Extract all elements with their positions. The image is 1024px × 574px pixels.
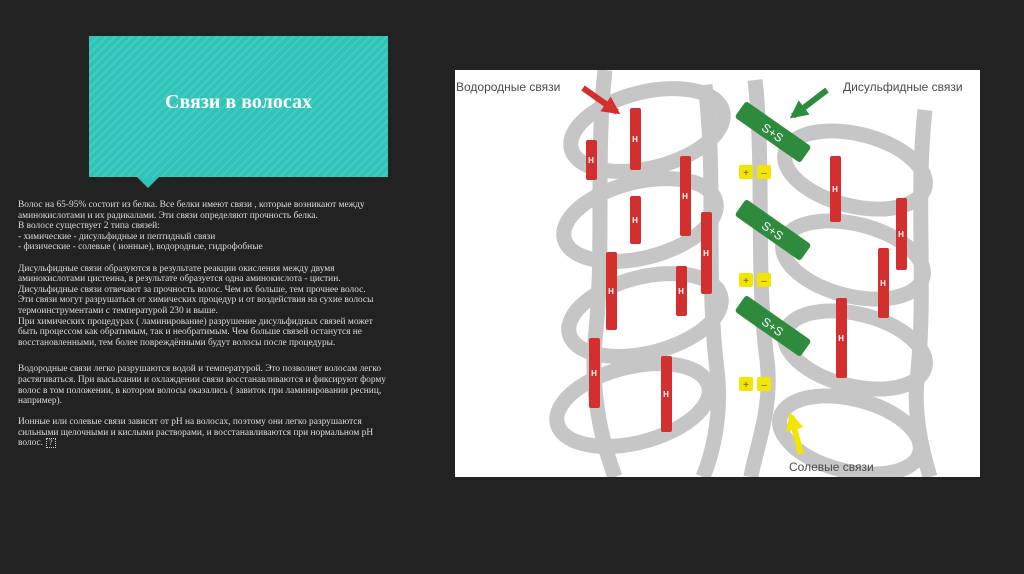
paragraph-line: например). [18, 396, 63, 407]
hydrogen-symbol: H [591, 369, 597, 378]
hydrogen-symbol: H [608, 287, 614, 296]
disulfide-arrow [790, 90, 827, 118]
paragraph-line [18, 438, 443, 449]
paragraph-line: сильными щелочными и кислыми растворами, и восстанавливаются при нормальном рН [18, 427, 374, 438]
paragraph-line: - химические - дисульфидные и пептидный связи [18, 231, 216, 242]
hydrogen-bonds-label: Водородные связи [456, 80, 561, 94]
paragraph-line: Дисульфидные связи отвечают за прочность волос. Чем их больше, тем прочнее волос. [18, 284, 366, 295]
disulfide-symbol: S+S [758, 120, 786, 146]
paragraph-line: В волосе существует 2 типа связей: [18, 221, 160, 232]
body-text [18, 200, 443, 449]
hair-bonds-diagram [455, 70, 980, 477]
paragraph-line: восстановленными, тем более повреждёнными будут волосы после процедуры. [18, 337, 336, 348]
paragraph-line: термоинструментами с температурой 230 и выше. [18, 305, 218, 316]
paragraph-line: Дисульфидные связи образуются в результате реакции окисления между двумя [18, 263, 335, 274]
hydrogen-symbol: H [898, 230, 904, 239]
salt-bonds-label: Солевые связи [789, 460, 874, 474]
disulfide-symbol: S+S [758, 314, 786, 340]
minus-sign: – [761, 276, 767, 287]
hydrogen-symbol: H [678, 287, 684, 296]
hydrogen-symbol: H [832, 185, 838, 194]
paragraph-line: - физические - солевые ( ионные), водородные, гидрофобные [18, 242, 263, 253]
disulfide-bonds-label: Дисульфидные связи [843, 80, 963, 94]
minus-sign: – [761, 380, 767, 391]
hydrogen-symbol: H [703, 249, 709, 258]
hydrogen-symbol: H [632, 216, 638, 225]
paragraph-line: растягиваться. При высыхании и охлаждении связи восстанавливаются и фиксируют форму [18, 374, 386, 385]
plus-sign: + [743, 380, 749, 391]
helix-loop [548, 349, 718, 460]
hair-bonds-figure [455, 70, 980, 477]
paragraph-line: Ионные или солевые связи зависят от рН на волосах, поэтому они легко разрушаются [18, 417, 362, 428]
title-box [89, 36, 388, 177]
hydrogen-symbol: H [682, 192, 688, 201]
helix-strand [916, 110, 930, 477]
paragraph-line-text: волос. [18, 438, 44, 449]
paragraph-line: аминокислотами цистеина, в результате образуется одна аминокислота - цистин. [18, 274, 341, 285]
plus-sign: + [743, 168, 749, 179]
hydrogen-symbol: H [632, 135, 638, 144]
slide-title: Связи в волосах [165, 91, 312, 113]
paragraph-line: быть процессом как обратимым, так и необратимым. Чем больше связей останутся не [18, 327, 362, 338]
paragraph-line: Волос на 65-95% состоит из белка. Все белки имеют связи , которые возникают между [18, 200, 365, 210]
paragraph-line: Водородные связи легко разрушаются водой и температурой. Это позволяет волосам легко [18, 364, 382, 375]
hydrogen-symbol: H [838, 334, 844, 343]
plus-sign: + [743, 276, 749, 287]
paragraph-line: волос в том положении, в котором волосы оказались ( завиток при ламинировании ресниц, [18, 385, 382, 396]
hydrogen-symbol: H [588, 156, 594, 165]
helix-loop [774, 208, 931, 313]
paragraph-line: При химических процедурах ( ламинирование) разрушение дисульфидных связей может [18, 316, 373, 327]
disulfide-symbol: S+S [758, 218, 786, 244]
minus-sign: – [761, 168, 767, 179]
hydrogen-symbol: H [880, 279, 886, 288]
paragraph-line: аминокислотами и их радикалами. Эти связи определяют прочность белка. [18, 210, 318, 221]
helix-loop [776, 118, 933, 223]
paragraph-line: Эти связи могут разрушаться от химических процедур и от воздействия на сухие волосы [18, 295, 374, 306]
expand-text-button[interactable]: ? [46, 438, 56, 448]
hydrogen-symbol: H [663, 390, 669, 399]
